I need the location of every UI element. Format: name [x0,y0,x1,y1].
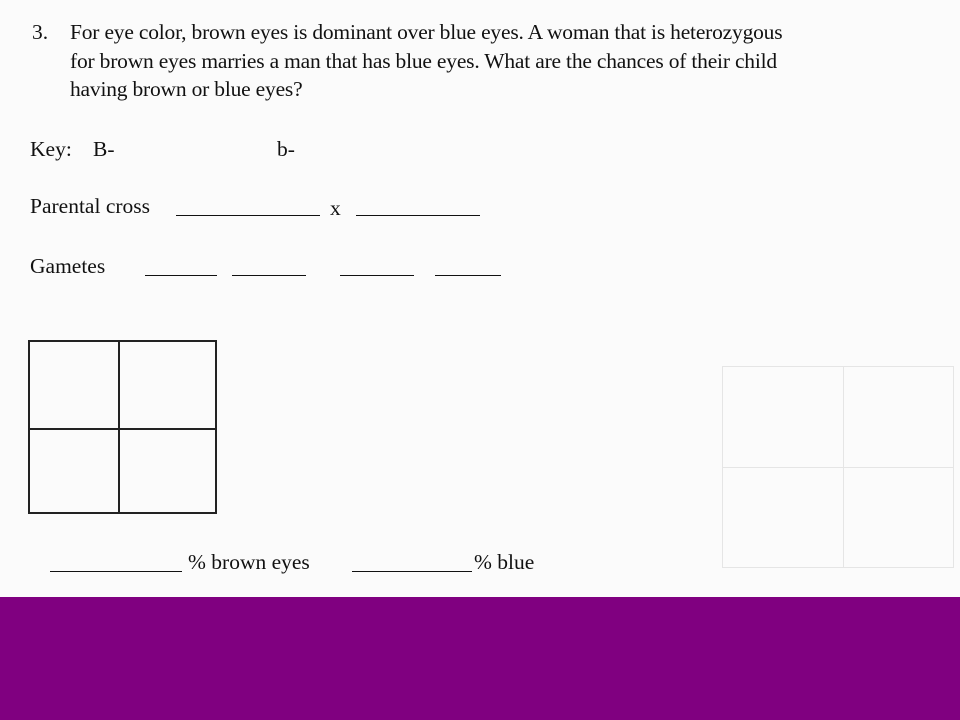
punnett-cell-bottom-left[interactable] [30,430,118,512]
purple-footer-band [0,597,960,720]
punnett-divider-vertical [118,342,120,512]
gametes-label: Gametes [30,254,106,278]
bleed-through-text [360,80,379,102]
punnett-cell-top-right[interactable] [120,342,215,428]
gamete-blank-2[interactable] [232,275,306,276]
blue-percent-blank[interactable] [352,571,472,572]
brown-percent-blank[interactable] [50,571,182,572]
punnett-cell-top-left[interactable] [30,342,118,428]
blue-eyes-label: % blue [474,550,535,574]
key-dominant-allele: B- [93,137,115,161]
parent-2-blank[interactable] [356,215,480,216]
bleed-through-grid [722,366,954,568]
key-recessive-allele: b- [277,137,295,161]
punnett-divider-horizontal [30,428,215,430]
gamete-blank-3[interactable] [340,275,414,276]
question-line-3: having brown or blue eyes? [70,77,303,101]
question-line-1: For eye color, brown eyes is dominant over blue eyes. A woman that is heterozygous [70,20,783,44]
punnett-square [28,340,217,514]
key-label: Key: [30,137,72,161]
punnett-cell-bottom-right[interactable] [120,430,215,512]
gamete-blank-1[interactable] [145,275,217,276]
cross-symbol: x [330,196,341,220]
parental-cross-label: Parental cross [30,194,151,218]
brown-eyes-label: % brown eyes [188,550,310,574]
question-line-2: for brown eyes marries a man that has blue eyes. What are the chances of their child [70,49,777,73]
question-number: 3. [32,20,49,44]
gamete-blank-4[interactable] [435,275,501,276]
parent-1-blank[interactable] [176,215,320,216]
